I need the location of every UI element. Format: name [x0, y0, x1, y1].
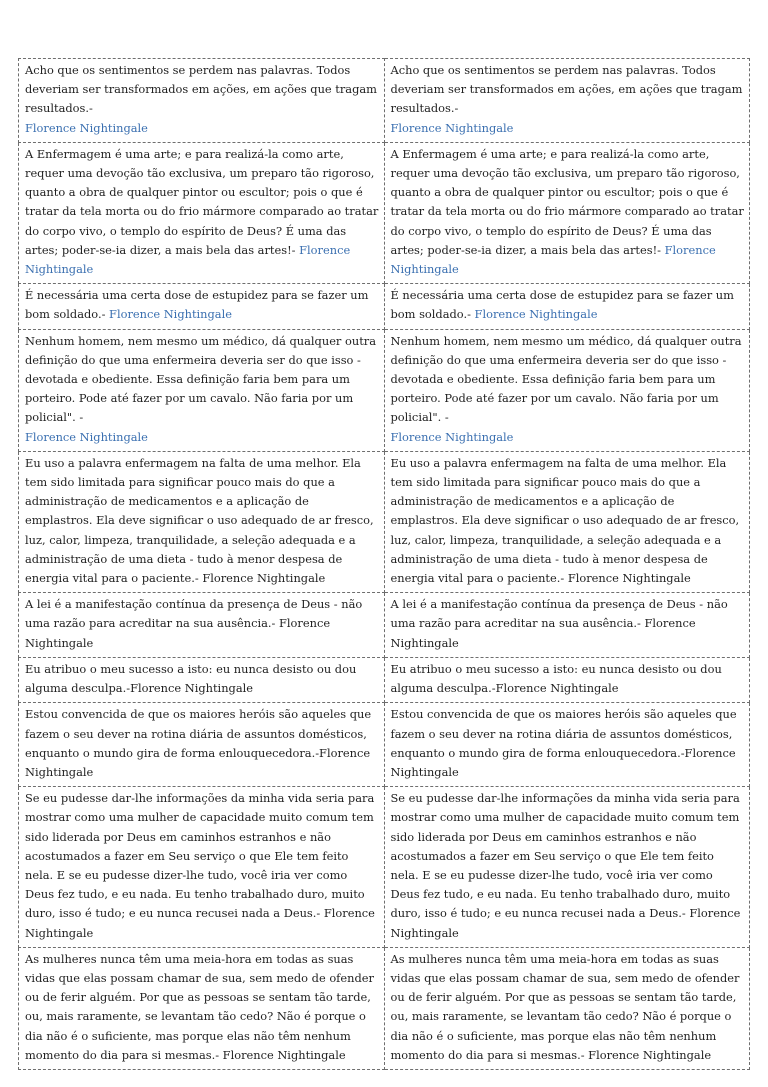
quote-text: A lei é a manifestação contínua da presença de Deus - não uma razão para acreditar na sua ausência.- Florence Nightingale: [390, 597, 728, 650]
quote-card-grid: [18, 58, 750, 1070]
quote-author: Florence Nightingale: [390, 120, 514, 135]
quote-card-left: [19, 329, 385, 451]
quote-card-right: [384, 329, 750, 451]
quote-card-right: [384, 142, 750, 283]
quote-text: Eu atribuo o meu sucesso a isto: eu nunca desisto ou dou alguma desculpa.-Florence Nightingale: [25, 661, 357, 696]
quote-text: Estou convencida de que os maiores heróis são aqueles que fazem o seu dever na rotina diária de assuntos domésticos, enquanto o mundo gira de forma enlouquecedora.-Florence Nightingale: [390, 707, 737, 779]
quote-row: [19, 284, 750, 329]
quote-text: Acho que os sentimentos se perdem nas palavras. Todos deveriam ser transformados em ações, em ações que tragam resultados.-: [390, 63, 743, 116]
quote-card-right: [384, 787, 750, 948]
quote-card-left: [19, 703, 385, 787]
quote-author: Florence Nightingale: [25, 120, 148, 135]
quote-text: A Enfermagem é uma arte; e para realizá-la como arte, requer uma devoção tão exclusiva, um preparo tão rigoroso, quanto a obra de qualquer pintor ou escultor; pois o que é tratar da tela morta ou do frio mármore comparado ao tratar do corpo vivo, o templo do espírito de Deus? É uma das artes; poder-se-ia dizer, a mais bela das artes!-: [390, 146, 744, 257]
quote-row: [19, 947, 750, 1069]
quote-card-right: [384, 59, 750, 143]
quote-row: [19, 142, 750, 283]
quote-card-left: [19, 284, 385, 329]
quote-row: [19, 703, 750, 787]
quote-card-left: [19, 657, 385, 702]
quote-card-left: [19, 142, 385, 283]
quote-row: [19, 593, 750, 658]
quote-text: Eu uso a palavra enfermagem na falta de uma melhor. Ela tem sido limitada para significar pouco mais do que a administração de medicamentos e a aplicação de emplastros. Ela deve significar o uso adequado de ar fresco, luz, calor, limpeza, tranquilidade, a seleção adequada e a administração de uma dieta - tudo à menor despesa de energia vital para o paciente.- Florence Nightingale: [390, 455, 740, 586]
quote-row: [19, 59, 750, 143]
quote-card-left: [19, 451, 385, 592]
quote-text: A Enfermagem é uma arte; e para realizá-la como arte, requer uma devoção tão exclusiva, um preparo tão rigoroso, quanto a obra de qualquer pintor ou escultor; pois o que é tratar da tela morta ou do frio mármore comparado ao tratar do corpo vivo, o templo do espírito de Deus? É uma das artes; poder-se-ia dizer, a mais bela das artes!-: [25, 146, 379, 257]
quote-card-left: [19, 593, 385, 658]
quote-card-left: [19, 787, 385, 948]
quote-text: As mulheres nunca têm uma meia-hora em todas as suas vidas que elas possam chamar de sua, sem medo de ofender ou de ferir alguém. Por que as pessoas se sentam tão tarde, ou, mais raramente, se levantam tão cedo? Não é porque o dia não é o suficiente, mas porque elas não têm nenhum momento do dia para si mesmas.- Florence Nightingale: [25, 951, 374, 1062]
quote-text: É necessária uma certa dose de estupidez para se fazer um bom soldado.-: [390, 288, 734, 322]
quote-author: Florence Nightingale: [109, 307, 232, 322]
quote-text: Acho que os sentimentos se perdem nas palavras. Todos deveriam ser transformados em ações, em ações que tragam resultados.-: [25, 63, 377, 116]
quote-text: Se eu pudesse dar-lhe informações da minha vida seria para mostrar como uma mulher de capacidade muito comum tem sido liderada por Deus em caminhos estranhos e não acostumados a fazer em Seu serviço o que Ele tem feito nela. E se eu pudesse dizer-lhe tudo, você iria ver como Deus fez tudo, e eu nada. Eu tenho trabalhado duro, muito duro, isso é tudo; e eu nunca recusei nada a Deus.- Florence Nightingale: [390, 791, 741, 940]
quote-text: Estou convencida de que os maiores heróis são aqueles que fazem o seu dever na rotina diária de assuntos domésticos, enquanto o mundo gira de forma enlouquecedora.-Florence Nightingale: [25, 707, 372, 779]
quote-text: A lei é a manifestação contínua da presença de Deus - não uma razão para acreditar na sua ausência.- Florence Nightingale: [25, 597, 363, 650]
quote-text: Nenhum homem, nem mesmo um médico, dá qualquer outra definição do que uma enfermeira deveria ser do que isso - devotada e obediente. Essa definição faria bem para um porteiro. Pode até fazer por um cavalo. Não faria por um policial". -: [390, 333, 742, 425]
quote-row: [19, 787, 750, 948]
quote-text: Eu atribuo o meu sucesso a isto: eu nunca desisto ou dou alguma desculpa.-Florence Nightingale: [390, 661, 722, 696]
quote-row: [19, 657, 750, 702]
quote-card-right: [384, 593, 750, 658]
quote-author: Florence Nightingale: [390, 429, 514, 444]
quote-card-right: [384, 284, 750, 329]
quote-card-right: [384, 657, 750, 702]
quote-text: É necessária uma certa dose de estupidez para se fazer um bom soldado.-: [25, 288, 369, 322]
quote-row: [19, 329, 750, 451]
quote-author: Florence Nightingale: [474, 307, 598, 322]
quote-text: Se eu pudesse dar-lhe informações da minha vida seria para mostrar como uma mulher de capacidade muito comum tem sido liderada por Deus em caminhos estranhos e não acostumados a fazer em Seu serviço o que Ele tem feito nela. E se eu pudesse dizer-lhe tudo, você iria ver como Deus fez tudo, e eu nada. Eu tenho trabalhado duro, muito duro, isso é tudo; e eu nunca recusei nada a Deus.- Florence Nightingale: [25, 791, 375, 940]
quote-card-left: [19, 59, 385, 143]
quote-card-sheet: [18, 58, 750, 1070]
quote-author: Florence Nightingale: [25, 429, 148, 444]
quote-card-left: [19, 947, 385, 1069]
quote-text: Nenhum homem, nem mesmo um médico, dá qualquer outra definição do que uma enfermeira deveria ser do que isso - devotada e obediente. Essa definição faria bem para um porteiro. Pode até fazer por um cavalo. Não faria por um policial". -: [25, 333, 377, 425]
quote-card-right: [384, 703, 750, 787]
quote-text: As mulheres nunca têm uma meia-hora em todas as suas vidas que elas possam chamar de sua, sem medo de ofender ou de ferir alguém. Por que as pessoas se sentam tão tarde, ou, mais raramente, se levantam tão cedo? Não é porque o dia não é o suficiente, mas porque elas não têm nenhum momento do dia para si mesmas.- Florence Nightingale: [390, 951, 740, 1062]
quote-author: Florence Nightingale: [390, 242, 716, 277]
quote-row: [19, 451, 750, 592]
quote-text: Eu uso a palavra enfermagem na falta de uma melhor. Ela tem sido limitada para significar pouco mais do que a administração de medicamentos e a aplicação de emplastros. Ela deve significar o uso adequado de ar fresco, luz, calor, limpeza, tranquilidade, a seleção adequada e a administração de uma dieta - tudo à menor despesa de energia vital para o paciente.- Florence Nightingale: [25, 455, 374, 586]
quote-author: Florence Nightingale: [25, 242, 351, 277]
quote-card-right: [384, 451, 750, 592]
quote-card-right: [384, 947, 750, 1069]
